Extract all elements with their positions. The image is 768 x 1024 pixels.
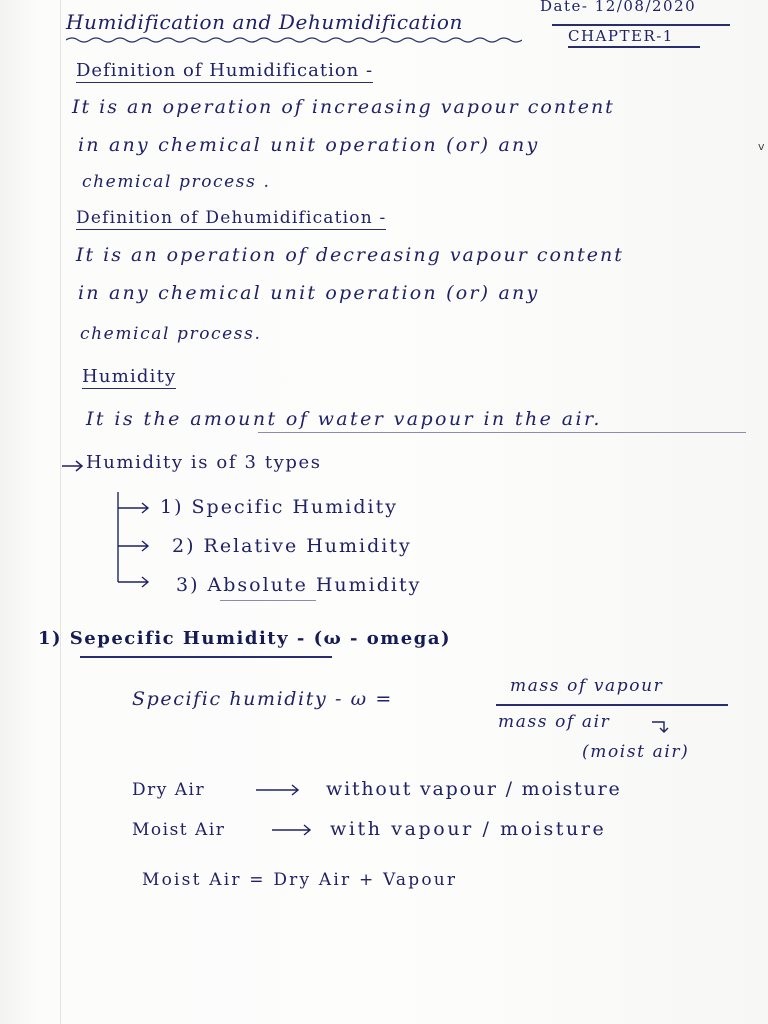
humidity-type-2: 2) Relative Humidity [172,535,412,557]
moist-air-value: with vapour / moisture [330,818,607,840]
specific-heading-underline [80,656,332,658]
humidity-types-intro: Humidity is of 3 types [86,452,322,473]
formula-denominator: mass of air [498,712,611,732]
title-wavy-underline [66,36,522,44]
dry-air-value: without vapour / moisture [326,778,622,800]
humidity-definition-underline [258,432,746,433]
types-tree-connector [112,490,160,600]
page-title: Humidification and Dehumidification [66,10,463,34]
dry-air-label: Dry Air [132,780,206,800]
chapter-underline [568,46,700,48]
formula-denominator-note: (moist air) [582,742,690,762]
fraction-bar [496,704,728,706]
humidification-heading: Definition of Humidification - [76,60,374,81]
dehumidification-heading: Definition of Dehumidification - [76,208,387,228]
dehumidification-line-2: in any chemical unit operation (or) any [78,282,540,304]
moist-air-label: Moist Air [132,820,226,840]
denominator-arrow-icon [650,718,672,736]
dehumidification-line-3: chemical process. [80,324,262,344]
humidity-type-3: 3) Absolute Humidity [176,574,422,596]
moist-air-equation: Moist Air = Dry Air + Vapour [142,870,458,890]
type-3-underline [220,600,316,601]
moist-air-arrow-icon [270,822,316,838]
formula-numerator: mass of vapour [510,676,664,696]
humidification-line-1: It is an operation of increasing vapour content [72,96,615,118]
specific-humidity-heading: 1) Sepecific Humidity - (ω - omega) [38,628,452,649]
date-underline [552,24,730,26]
margin-line [60,0,61,1024]
humidification-line-3: chemical process . [82,172,271,192]
dehumidification-line-1: It is an operation of decreasing vapour content [76,244,624,266]
date-label: Date- 12/08/2020 [540,0,697,15]
formula-lhs: Specific humidity - ω = [132,688,393,710]
types-arrow-icon [60,458,86,474]
humidification-line-2: in any chemical unit operation (or) any [78,134,540,156]
humidity-definition: It is the amount of water vapour in the air. [86,408,602,430]
humidity-type-1: 1) Specific Humidity [160,496,398,518]
dry-air-arrow-icon [254,782,304,798]
humidity-heading: Humidity [82,366,177,387]
margin-mark: v [758,140,765,153]
chapter-label: CHAPTER-1 [568,27,674,45]
